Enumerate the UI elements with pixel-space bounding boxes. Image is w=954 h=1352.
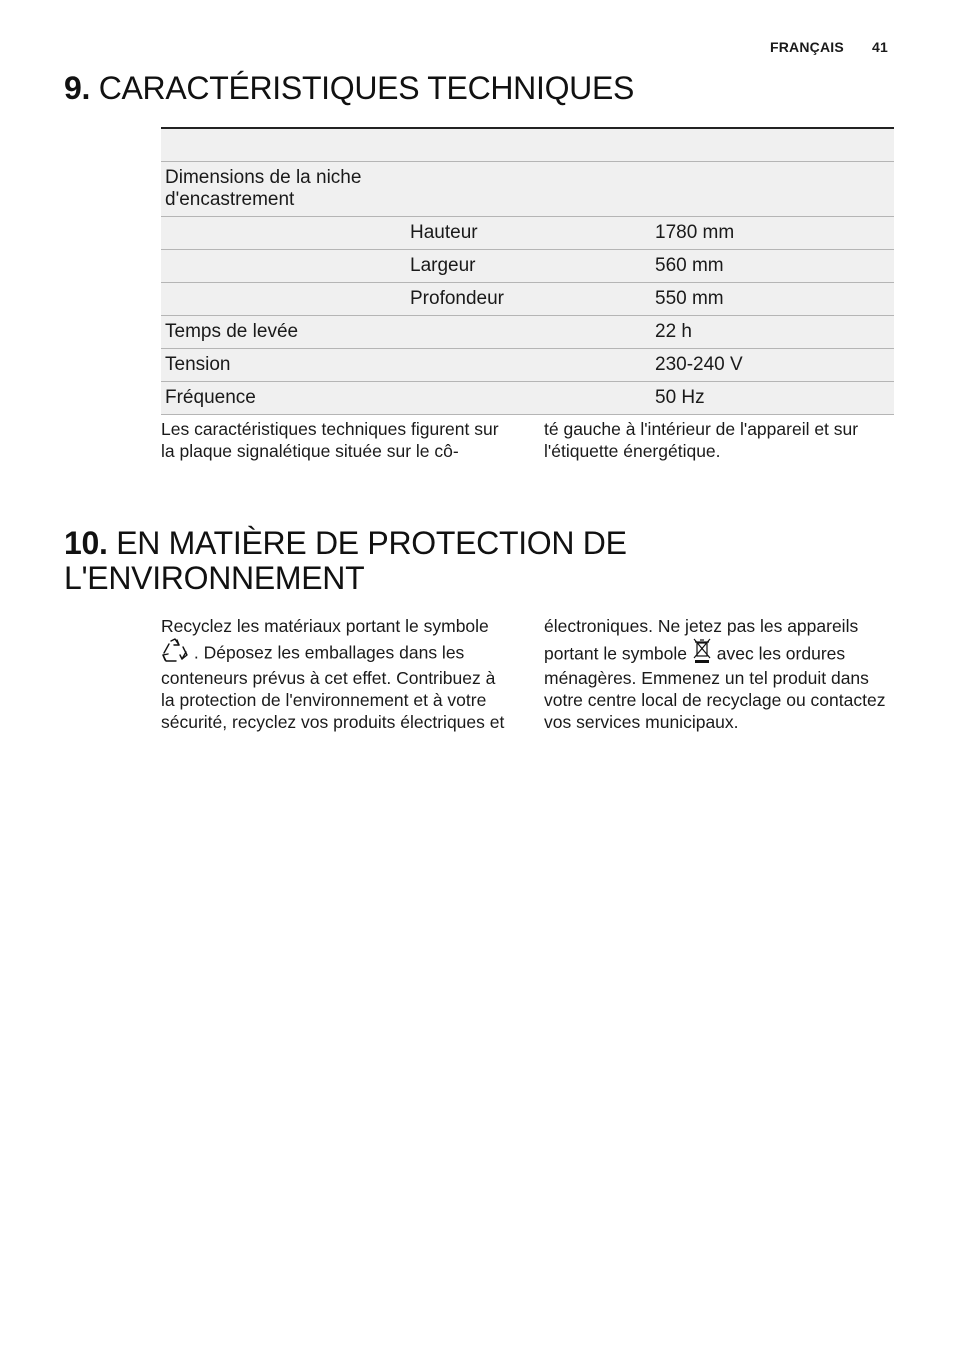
section-9-title: CARACTÉRISTIQUES TECHNIQUES [98, 70, 635, 106]
env-right-rest: ménagères. Emmenez un tel produit dans votre centre local de recyclage ou contactez vos services municipaux. [544, 668, 886, 732]
table-cell-value: 1780 mm [651, 217, 894, 250]
table-cell-label [161, 283, 406, 316]
table-cell-label [161, 250, 406, 283]
env-left-line2-text: . Déposez les emballages dans les [193, 642, 465, 663]
env-left-column [161, 615, 513, 733]
note-left-column: Les caractéristiques techniques figurent sur la plaque signalétique située sur le cô- [161, 419, 499, 461]
section-10-number: 10. [64, 525, 108, 561]
section-10-title: EN MATIÈRE DE PROTECTION DE L'ENVIRONNEMENT [64, 525, 627, 596]
table-cell-sub [406, 316, 651, 349]
table-cell-label: Temps de levée [161, 316, 406, 349]
table-cell-sub: Largeur [406, 250, 651, 283]
table-cell-value: 560 mm [651, 250, 894, 283]
table-cell-value: 50 Hz [651, 382, 894, 415]
section-9-number: 9. [64, 70, 91, 106]
technical-data-table [161, 127, 894, 415]
table-cell-sub: Hauteur [406, 217, 651, 250]
table-cell-label: Fréquence [161, 382, 406, 415]
table-cell-value: 550 mm [651, 283, 894, 316]
env-left-line1: Recyclez les matériaux portant le symbole [161, 616, 489, 636]
table-row [161, 283, 894, 316]
env-right-line2a: portant le symbole [544, 643, 687, 664]
table-cell-value: 22 h [651, 316, 894, 349]
table-cell-sub [406, 349, 651, 382]
table-cell-label [161, 217, 406, 250]
env-right-line2 [544, 637, 896, 667]
table-cell-value: 230-240 V [651, 349, 894, 382]
env-right-line1: électroniques. Ne jetez pas les appareils [544, 616, 859, 636]
table-row [161, 162, 894, 217]
env-right-line2b: avec les ordures [716, 643, 846, 664]
page-number: 41 [872, 39, 888, 55]
table-cell-sub [406, 382, 651, 415]
page-header [770, 39, 888, 55]
table-row [161, 349, 894, 382]
section-9-heading [64, 71, 634, 106]
table-cell-label: Tension [161, 349, 406, 382]
table-cell-sub: Profondeur [406, 283, 651, 316]
recycle-icon [161, 637, 189, 671]
env-right-column [544, 615, 896, 733]
note-right-column: té gauche à l'intérieur de l'appareil et sur l'étiquette énergétique. [544, 419, 859, 461]
env-left-line2 [161, 637, 513, 667]
language-label: FRANÇAIS [769, 39, 844, 55]
table-row [161, 217, 894, 250]
section-10-heading [64, 526, 764, 596]
table-header-row [161, 128, 894, 162]
env-left-rest: conteneurs prévus à cet effet. Contribuez à la protection de l'environnement et à votre sécurité, recyclez vos produits électriques et [161, 668, 505, 732]
table-row [161, 382, 894, 415]
table-row [161, 316, 894, 349]
table-row [161, 250, 894, 283]
table-cell-sub [406, 162, 651, 217]
table-cell-label: Dimensions de la niche d'encastrement [161, 162, 406, 217]
table-cell-value [651, 162, 894, 217]
